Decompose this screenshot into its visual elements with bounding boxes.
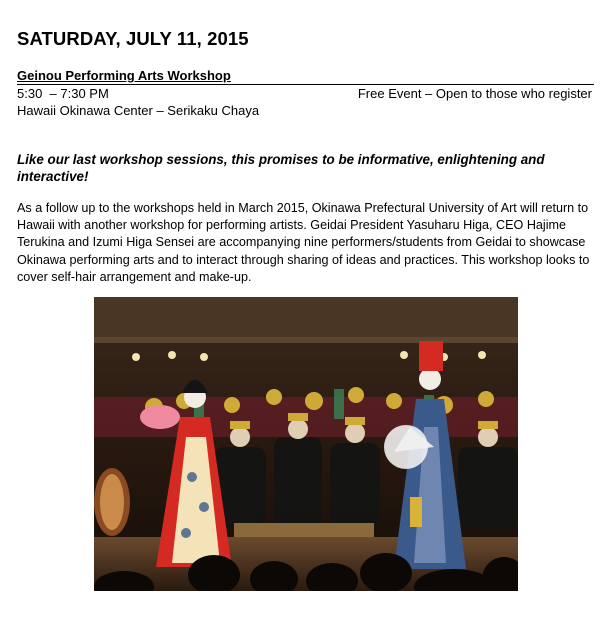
event-title: Geinou Performing Arts Workshop <box>17 68 231 83</box>
koto <box>234 523 374 537</box>
date-heading: SATURDAY, JULY 11, 2015 <box>17 28 249 49</box>
tagline: Like our last workshop sessions, this promises to be informative, enlightening and interactive! <box>17 152 545 184</box>
drum <box>94 468 130 536</box>
ceiling-beam <box>94 297 518 337</box>
performance-photo <box>94 297 518 591</box>
event-time: 5:30 – 7:30 PM <box>17 86 109 101</box>
event-description: As a follow up to the workshops held in March 2015, Okinawa Prefectural University of Art will return to Hawaii with another workshop for performing artists. Geidai President Yasuharu Higa, CEO Hajime Terukina and Izumi Higa Sensei are accompanying nine performers/students from Geidai to showcase Okinawa performing arts and to interact through sharing of ideas and practices. This workshop looks to cover self-hair arrangement and make-up. <box>17 201 590 284</box>
admission-note: Free Event – Open to those who register <box>357 86 592 101</box>
event-venue: Hawaii Okinawa Center – Serikaku Chaya <box>17 103 260 118</box>
title-divider <box>17 84 594 85</box>
